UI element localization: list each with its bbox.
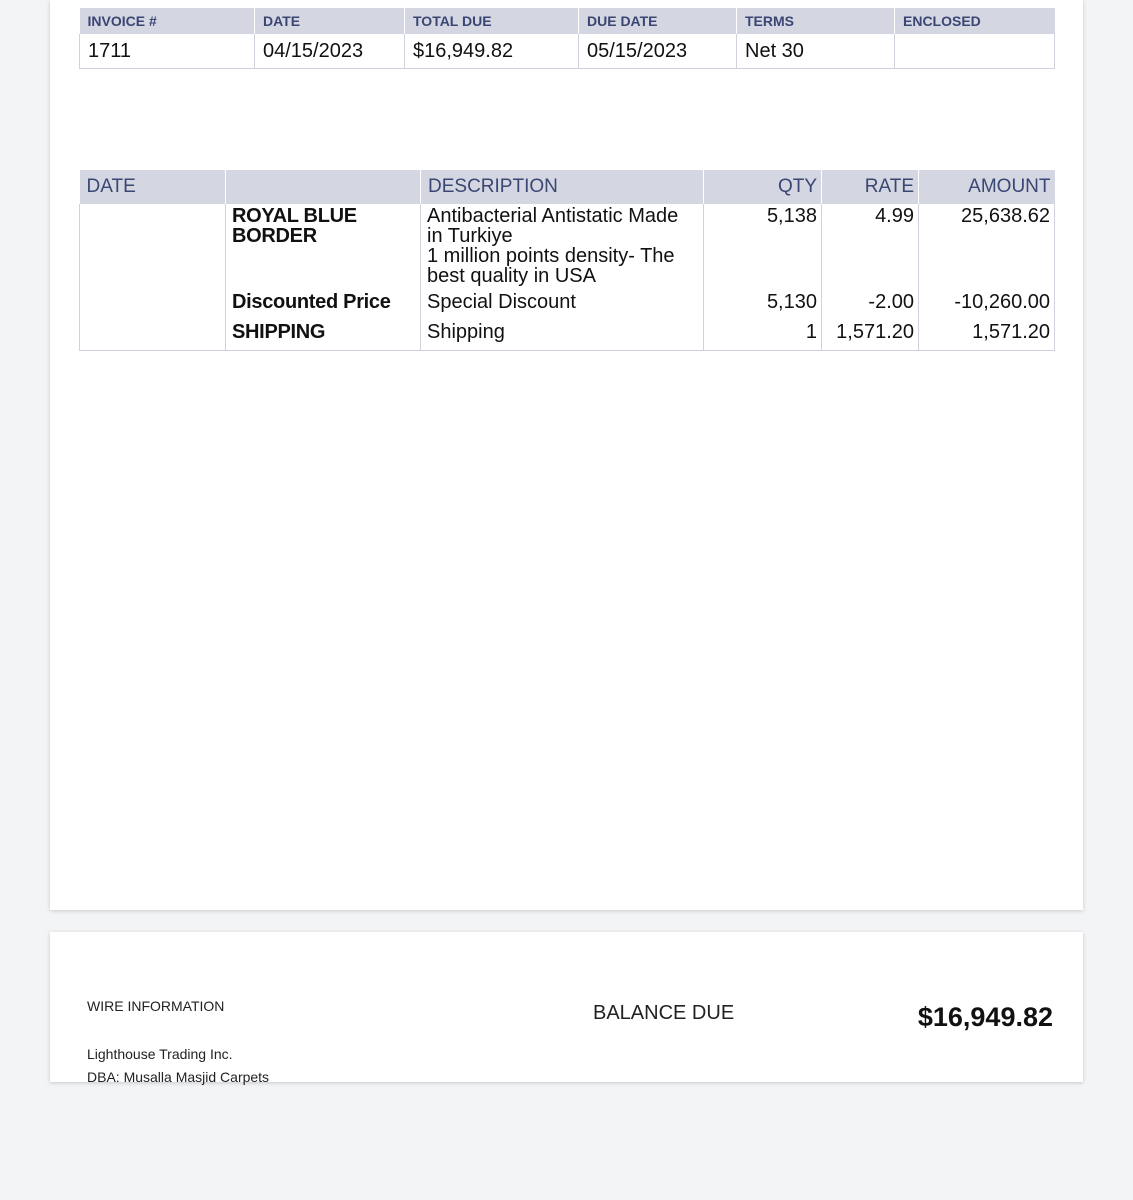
due-date-value: 05/15/2023 bbox=[579, 34, 737, 69]
amount-cell: -10,260.00 bbox=[919, 290, 1055, 320]
amount-cell: 25,638.62 bbox=[919, 204, 1055, 290]
table-row bbox=[80, 290, 1055, 320]
description-line: in Turkiye bbox=[427, 225, 513, 247]
item-date-header: DATE bbox=[80, 170, 226, 204]
description-header: DESCRIPTION bbox=[421, 170, 704, 204]
qty-cell: 5,130 bbox=[704, 290, 822, 320]
table-row bbox=[80, 320, 1055, 351]
item-product-header bbox=[226, 170, 421, 204]
product-name-cell: SHIPPING bbox=[226, 320, 421, 351]
description-cell bbox=[421, 204, 704, 290]
invoice-date-header: DATE bbox=[255, 8, 405, 34]
summary-header-row bbox=[80, 8, 1055, 34]
invoice-date-value: 04/15/2023 bbox=[255, 34, 405, 69]
total-due-value: $16,949.82 bbox=[405, 34, 579, 69]
qty-header: QTY bbox=[704, 170, 822, 204]
qty-cell: 5,138 bbox=[704, 204, 822, 290]
balance-due-label: BALANCE DUE bbox=[593, 1002, 735, 1024]
items-header-row bbox=[80, 170, 1055, 204]
total-due-header: TOTAL DUE bbox=[405, 8, 579, 34]
enclosed-header: ENCLOSED bbox=[895, 8, 1055, 34]
rate-header: RATE bbox=[822, 170, 919, 204]
invoice-page bbox=[50, 0, 1083, 910]
terms-value: Net 30 bbox=[737, 34, 895, 69]
summary-value-row bbox=[80, 34, 1055, 69]
description-cell: Shipping bbox=[421, 320, 704, 351]
product-name-line: BORDER bbox=[232, 225, 317, 247]
amount-header: AMOUNT bbox=[919, 170, 1055, 204]
item-date-cell bbox=[80, 204, 226, 290]
rate-cell: -2.00 bbox=[822, 290, 919, 320]
terms-header: TERMS bbox=[737, 8, 895, 34]
product-name-cell: Discounted Price bbox=[226, 290, 421, 320]
amount-cell: 1,571.20 bbox=[919, 320, 1055, 351]
qty-cell: 1 bbox=[704, 320, 822, 351]
company-name: Lighthouse Trading Inc. bbox=[87, 1046, 233, 1062]
description-cell: Special Discount bbox=[421, 290, 704, 320]
rate-cell: 4.99 bbox=[822, 204, 919, 290]
description-line: best quality in USA bbox=[427, 265, 596, 287]
due-date-header: DUE DATE bbox=[579, 8, 737, 34]
enclosed-value bbox=[895, 34, 1055, 69]
line-items-table bbox=[79, 170, 1055, 351]
item-date-cell bbox=[80, 290, 226, 320]
invoice-summary-table bbox=[79, 8, 1055, 69]
invoice-number-value: 1711 bbox=[80, 34, 255, 69]
description-line: Antibacterial Antistatic Made bbox=[427, 205, 679, 227]
item-date-cell bbox=[80, 320, 226, 351]
product-name-line: ROYAL BLUE bbox=[232, 205, 357, 227]
description-line: 1 million points density- The bbox=[427, 245, 675, 267]
table-row bbox=[80, 204, 1055, 290]
product-name-cell bbox=[226, 204, 421, 290]
wire-information-label: WIRE INFORMATION bbox=[87, 998, 225, 1014]
balance-due-amount: $16,949.82 bbox=[917, 1002, 1053, 1032]
rate-cell: 1,571.20 bbox=[822, 320, 919, 351]
invoice-number-header: INVOICE # bbox=[80, 8, 255, 34]
invoice-footer-page bbox=[50, 932, 1083, 1085]
dba-name: DBA: Musalla Masjid Carpets bbox=[87, 1069, 270, 1085]
